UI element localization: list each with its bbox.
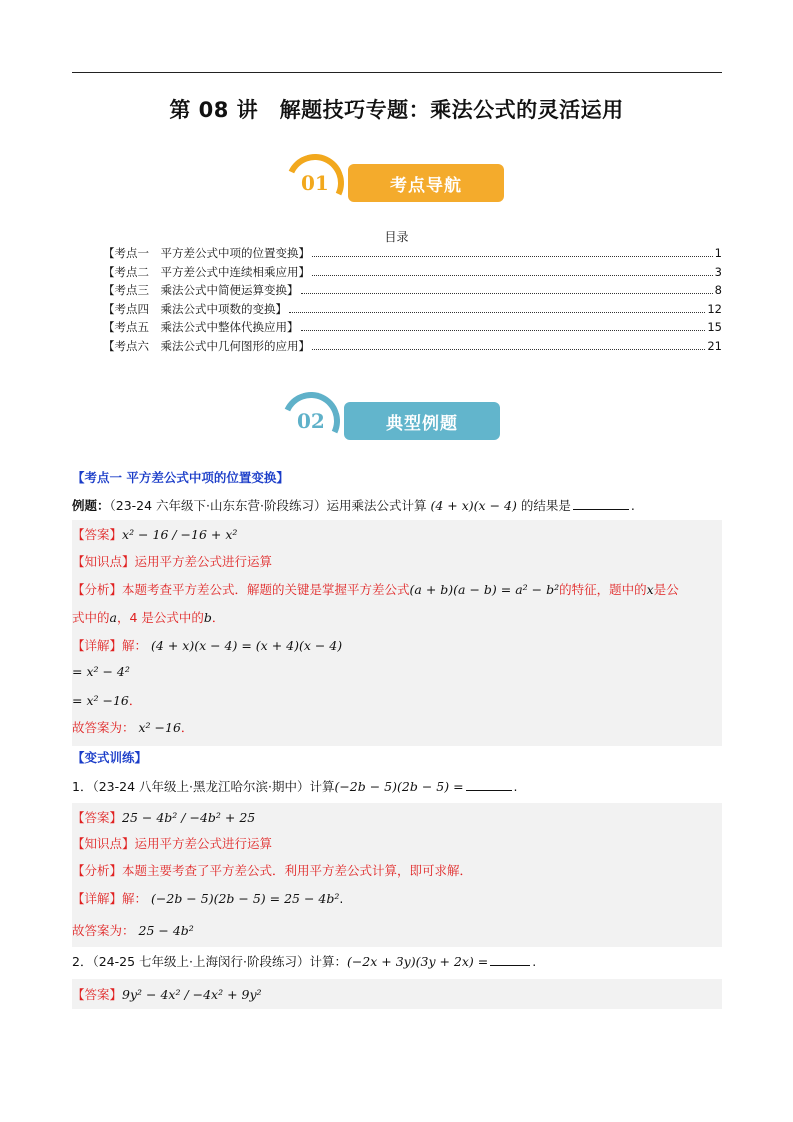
badge-number-circle: 02 bbox=[274, 384, 348, 458]
answer-line: 【答案】x² − 16 / −16 + x² bbox=[72, 527, 238, 542]
badge-number-circle: 01 bbox=[278, 146, 352, 220]
detail-line: 【详解】解： (4 + x)(x − 4) = (x + 4)(x − 4) bbox=[72, 638, 343, 653]
example-question: 例题：（23-24 六年级下·山东东营·阶段练习）运用乘法公式计算 (4 + x)(x − 4) 的结果是 . bbox=[72, 498, 635, 513]
answer-line: 【答案】25 − 4b² / −4b² + 25 bbox=[72, 810, 256, 825]
final-answer: 故答案为： 25 − 4b² bbox=[72, 923, 194, 938]
toc-item[interactable]: 【考点一 平方差公式中项的位置变换】 1 bbox=[103, 246, 722, 260]
badge-label: 典型例题 bbox=[344, 402, 500, 440]
final-answer: 故答案为： x² −16． bbox=[72, 720, 194, 735]
toc-item[interactable]: 【考点四 乘法公式中项数的变换】 12 bbox=[103, 301, 722, 316]
question-2: 2．（24-25 七年级上·上海闵行·阶段练习）计算：(−2x + 3y)(3y + 2x) = . bbox=[72, 954, 537, 969]
variant-heading: 【变式训练】 bbox=[72, 750, 148, 765]
analysis-line-2: 式中的a，4 是公式中的b． bbox=[72, 610, 225, 625]
toc-item[interactable]: 【考点六 乘法公式中几何图形的应用】 21 bbox=[103, 338, 722, 353]
detail-step: = x² −16． bbox=[72, 693, 142, 708]
toc-title: 目录 bbox=[384, 230, 409, 244]
page-title: 第 08 讲 解题技巧专题：乘法公式的灵活运用 bbox=[169, 98, 624, 122]
knowledge-line: 【知识点】运用平方差公式进行运算 bbox=[72, 554, 273, 569]
header-rule bbox=[72, 72, 722, 73]
detail-line: 【详解】解： (−2b − 5)(2b − 5) = 25 − 4b². bbox=[72, 891, 344, 906]
toc-item[interactable]: 【考点三 乘法公式中简便运算变换】 8 bbox=[103, 283, 722, 297]
badge-dianxing bbox=[282, 392, 500, 450]
analysis-line: 【分析】本题考查平方差公式．解题的关键是掌握平方差公式(a + b)(a − b) = a² − b²的特征，题中的x是公 bbox=[72, 582, 679, 597]
badge-label: 考点导航 bbox=[348, 164, 504, 202]
badge-kaodian bbox=[286, 154, 504, 212]
detail-step: = x² − 4² bbox=[72, 664, 130, 679]
analysis-line: 【分析】本题主要考查了平方差公式．利用平方差公式计算，即可求解． bbox=[72, 863, 473, 878]
toc-item[interactable]: 【考点二 平方差公式中连续相乘应用】 3 bbox=[103, 264, 722, 279]
table-of-contents bbox=[103, 245, 722, 356]
knowledge-line: 【知识点】运用平方差公式进行运算 bbox=[72, 836, 273, 851]
toc-item[interactable]: 【考点五 乘法公式中整体代换应用】 15 bbox=[103, 320, 722, 334]
answer-line: 【答案】9y² − 4x² / −4x² + 9y² bbox=[72, 987, 262, 1002]
section-heading: 【考点一 平方差公式中项的位置变换】 bbox=[72, 470, 289, 485]
question-1: 1．（23-24 八年级上·黑龙江哈尔滨·期中）计算(−2b − 5)(2b − 5) = . bbox=[72, 779, 518, 794]
